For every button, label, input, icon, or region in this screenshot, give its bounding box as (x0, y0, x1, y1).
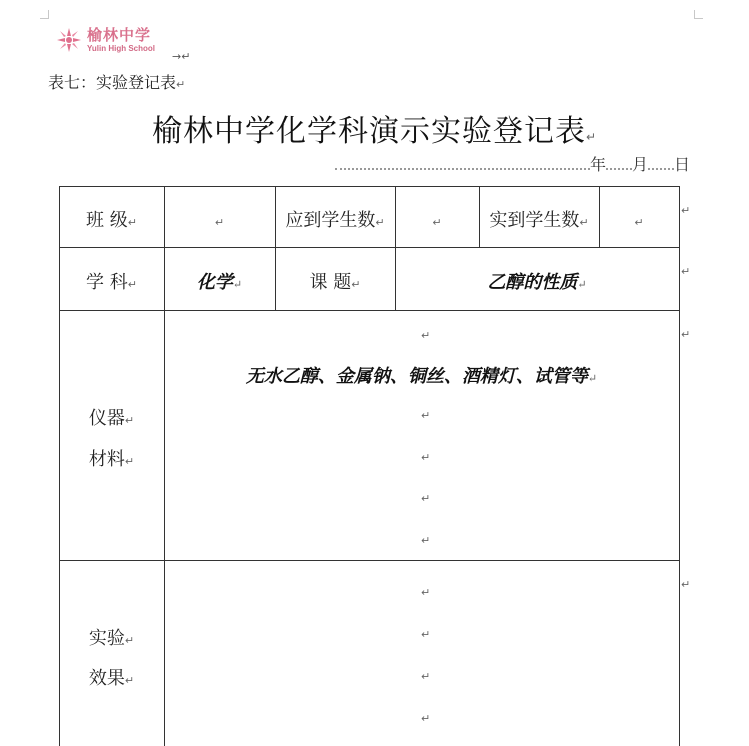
paragraph-mark: ↵ (421, 628, 431, 641)
materials-label-line1: 仪器↵ (88, 408, 135, 429)
logo-chinese-name: 榆林中学 (87, 25, 152, 44)
actual-students-label: 实到学生数↵ (489, 210, 589, 231)
paragraph-mark: ↵ (681, 328, 691, 341)
effect-label-line1: 实验↵ (88, 628, 135, 649)
crop-mark-top-left (40, 10, 49, 19)
paragraph-mark: ↵ (421, 329, 431, 342)
table-caption: 表七：实验登记表↵ (48, 73, 186, 92)
expected-students-label: 应到学生数↵ (285, 210, 385, 231)
class-value-cell[interactable]: ↵ (214, 216, 225, 229)
date-year-label: 年 (589, 155, 606, 174)
date-line (335, 152, 690, 175)
crop-mark-top-right (694, 10, 703, 19)
paragraph-mark: ↵ (421, 586, 431, 599)
topic-value: 乙醇的性质↵ (487, 272, 587, 293)
paragraph-mark: ↵ (421, 451, 431, 464)
tab-arrow-mark: →↵ (172, 50, 191, 63)
date-fill-line (335, 160, 590, 170)
date-month-label: 月 (631, 155, 648, 174)
actual-students-value-cell[interactable]: ↵ (634, 216, 644, 229)
date-day-label: 日 (673, 155, 690, 174)
subject-value: 化学↵ (196, 272, 243, 293)
paragraph-mark: ↵ (681, 578, 691, 591)
paragraph-mark: ↵ (421, 492, 431, 505)
paragraph-mark: ↵ (421, 670, 431, 683)
paragraph-mark: ↵ (681, 204, 691, 217)
paragraph-mark: ↵ (176, 78, 186, 91)
paragraph-mark: ↵ (421, 712, 431, 725)
school-emblem-icon (54, 25, 84, 55)
experiment-register-table (59, 186, 679, 746)
paragraph-mark: ↵ (421, 534, 431, 547)
school-logo (54, 25, 155, 55)
document-title: 榆林中学化学科演示实验登记表↵ (151, 114, 598, 149)
expected-students-value-cell[interactable]: ↵ (432, 216, 442, 229)
topic-label: 课 题↵ (309, 272, 361, 293)
class-label: 班 级↵ (86, 210, 137, 231)
paragraph-mark: ↵ (681, 265, 691, 278)
subject-label: 学 科↵ (86, 272, 137, 293)
materials-value: 无水乙醇、金属钠、铜丝、酒精灯、试管等↵ (245, 366, 598, 387)
materials-label-line2: 材料↵ (88, 449, 135, 470)
paragraph-mark: ↵ (421, 409, 431, 422)
logo-english-name: Yulin High School (87, 43, 155, 53)
effect-label-line2: 效果↵ (88, 668, 135, 689)
